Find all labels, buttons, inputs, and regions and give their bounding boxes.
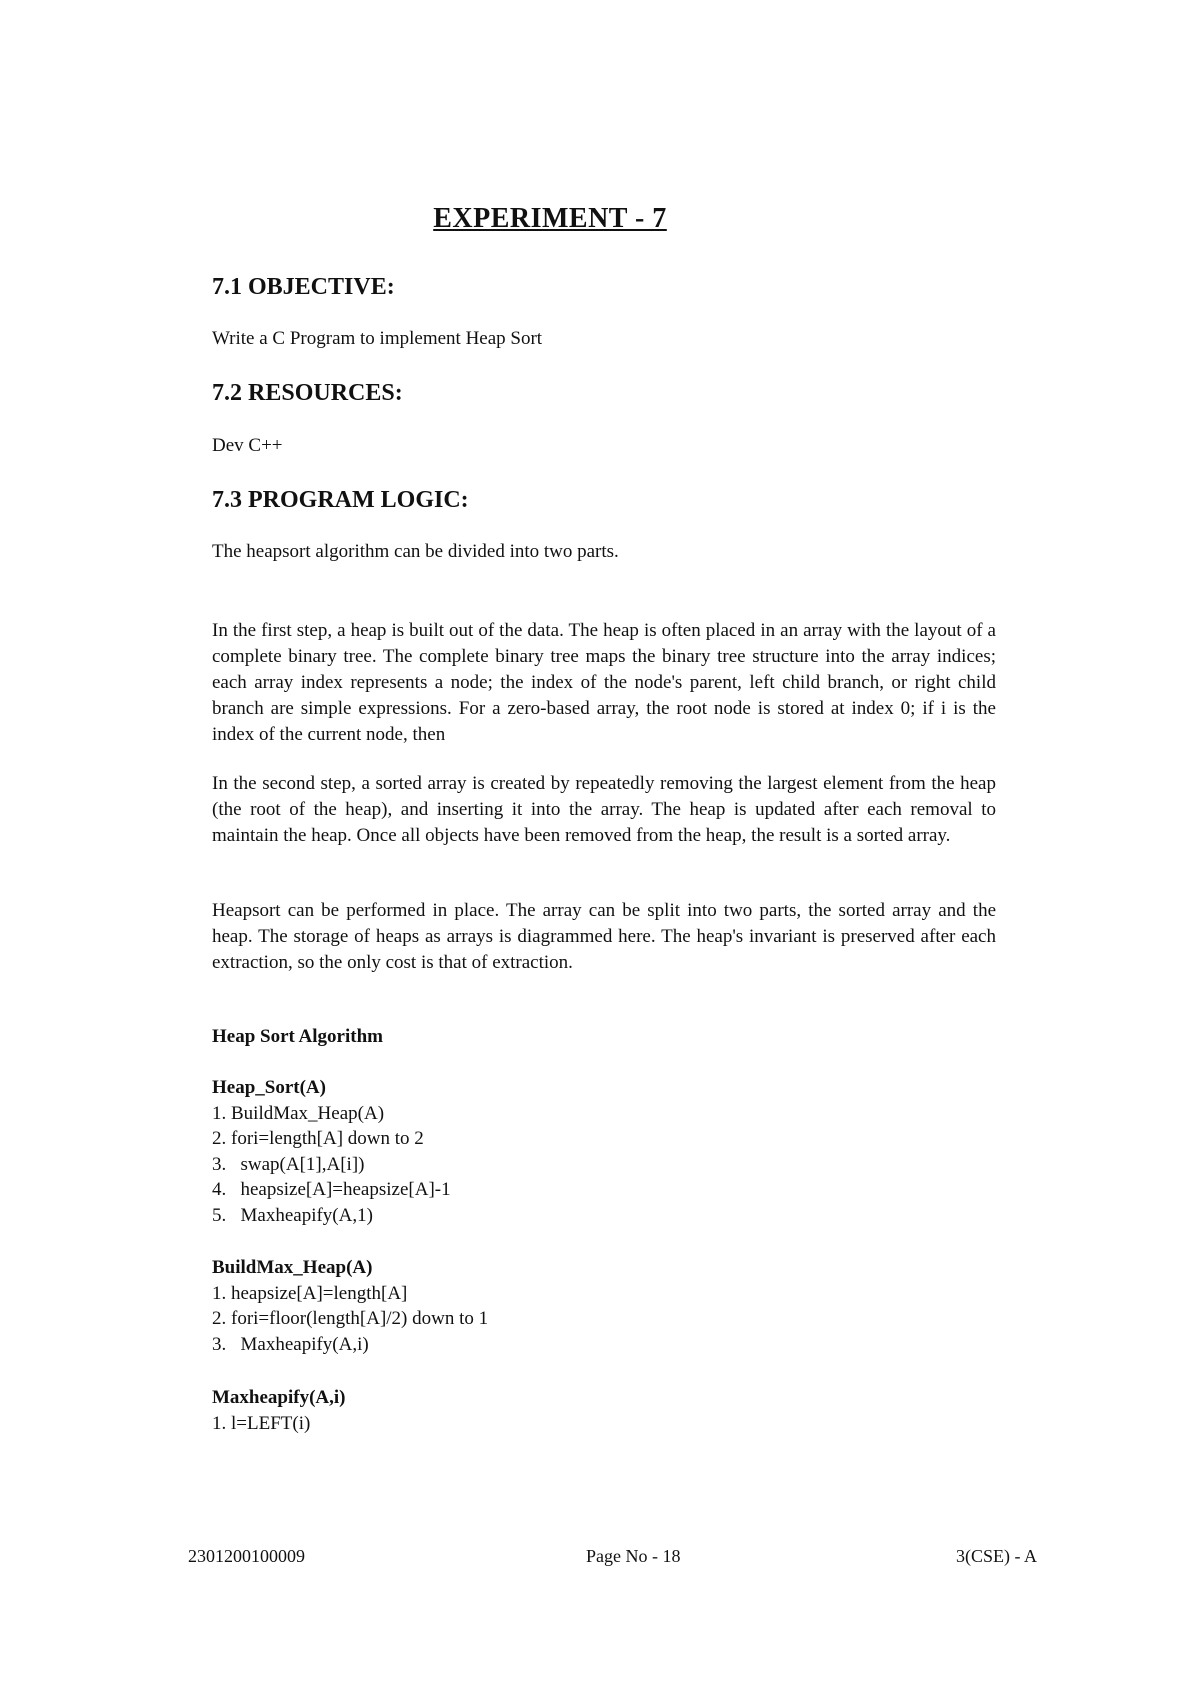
algorithm-step: 3. Maxheapify(A,i) [212,1333,369,1355]
resources-text: Dev C++ [212,435,283,456]
logic-paragraph-1: In the first step, a heap is built out of the data. The heap is often placed in an array with the layout of a complete binary tree. The complete binary tree maps the binary tree structure into the array indices; each array index represents a node; the index of the node's parent, left child branch, or right child branch are simple expressions. For a zero-based array, the root node is stored at index 0; if i is the index of the current node, then [212,620,996,745]
footer-page-number: Page No - 18 [586,1546,681,1566]
footer-enrollment-id: 2301200100009 [188,1546,305,1566]
logic-paragraph-3: Heapsort can be performed in place. The array can be split into two parts, the sorted array and the heap. The storage of heaps as arrays is diagrammed here. The heap's invariant is preserved after each extraction, so the only cost is that of extraction. [212,900,996,973]
build-max-heap-name: BuildMax_Heap(A) [212,1257,373,1278]
maxheapify-name: Maxheapify(A,i) [212,1387,346,1408]
algorithm-heading: Heap Sort Algorithm [212,1026,383,1047]
build-max-heap-block [212,1255,488,1357]
logic-intro: The heapsort algorithm can be divided into two parts. [212,541,619,562]
objective-text: Write a C Program to implement Heap Sort [212,328,543,349]
logic-heading: 7.3 PROGRAM LOGIC: [212,487,469,513]
algorithm-step: 1. heapsize[A]=length[A] [212,1282,408,1304]
algorithm-step: 1. BuildMax_Heap(A) [212,1102,385,1124]
algorithm-step: 2. fori=floor(length[A]/2) down to 1 [212,1308,489,1329]
objective-heading: 7.1 OBJECTIVE: [212,274,395,300]
footer-class: 3(CSE) - A [956,1546,1037,1566]
heap-sort-block [212,1075,451,1228]
algorithm-step: 1. l=LEFT(i) [212,1412,311,1434]
algorithm-step: 4. heapsize[A]=heapsize[A]-1 [212,1179,451,1200]
maxheapify-block [212,1385,346,1436]
algorithm-step: 2. fori=length[A] down to 2 [212,1128,424,1149]
algorithm-step: 5. Maxheapify(A,1) [212,1204,373,1226]
logic-paragraph-2: In the second step, a sorted array is created by repeatedly removing the largest element from the heap (the root of the heap), and inserting it into the array. The heap is updated after each removal to maintain the heap. Once all objects have been removed from the heap, the result is a sorted array. [212,773,996,846]
page-title: EXPERIMENT - 7 [433,203,667,234]
resources-heading: 7.2 RESOURCES: [212,380,403,406]
algorithm-step: 3. swap(A[1],A[i]) [212,1153,365,1175]
heap-sort-name: Heap_Sort(A) [212,1077,326,1098]
